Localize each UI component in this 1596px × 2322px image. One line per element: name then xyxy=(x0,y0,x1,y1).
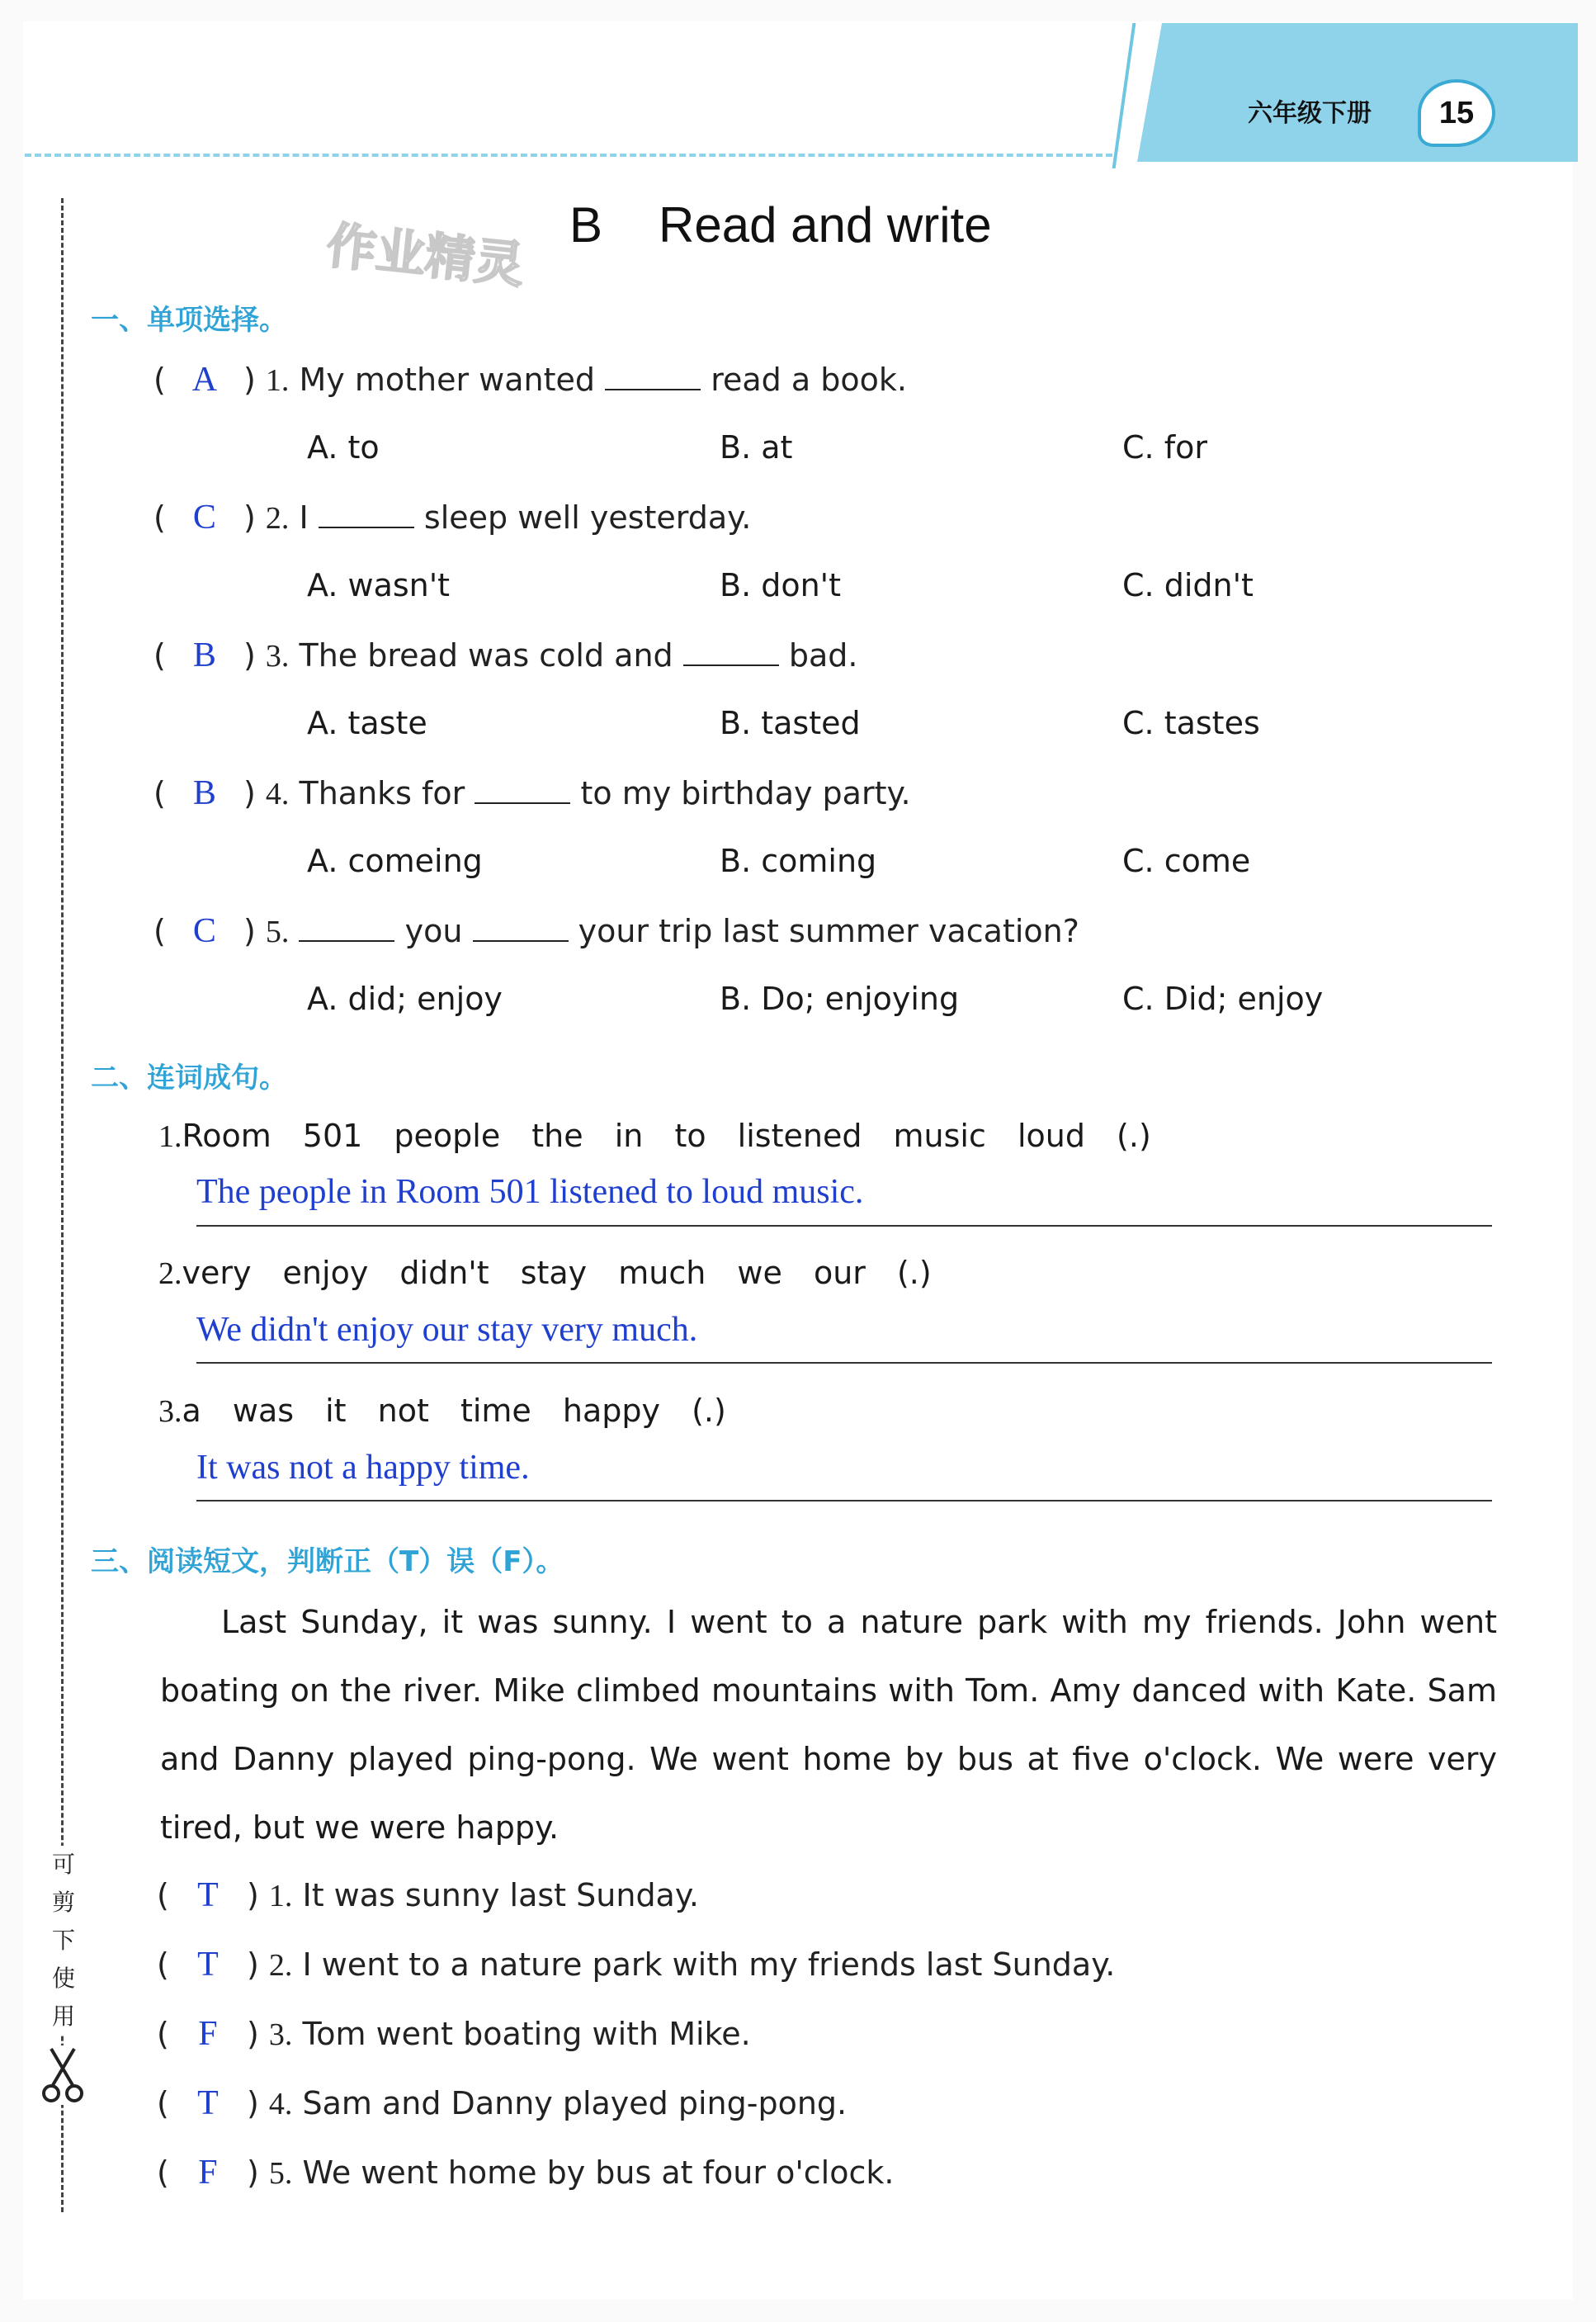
mc-option: A. taste xyxy=(307,705,427,741)
section-heading-word-order: 二、连词成句。 xyxy=(91,1062,287,1095)
mc-answer: B xyxy=(192,636,216,674)
answer-blank xyxy=(475,778,570,804)
page-number: 15 xyxy=(1438,95,1475,130)
scramble-prompt: 1.Room 501 people the in to listened music loud (.) xyxy=(158,1118,1151,1154)
mc-question: ( C ) 5. you your trip last summer vacation? xyxy=(153,912,1079,950)
mc-option: B. tasted xyxy=(720,705,861,741)
passage-text: Last Sunday, it was sunny. I went to a nature park with my friends. John went boating on the river. Mike climbed mountains with Tom. Amy danced with Kate. Sam and Danny played ping-pong. We went home by bus at five o'clock. We were very tired, but we were happy. xyxy=(160,1604,1497,1846)
answer-blank xyxy=(299,915,394,942)
tf-answer: T xyxy=(197,1946,219,1984)
answer-blank xyxy=(605,364,701,390)
mc-option: B. Do; enjoying xyxy=(720,981,960,1017)
mc-answer: C xyxy=(192,912,216,950)
mc-option: C. didn't xyxy=(1122,567,1254,603)
tf-answer: F xyxy=(198,2015,218,2053)
written-answer: The people in Room 501 listened to loud music. xyxy=(196,1173,864,1211)
mc-option: B. coming xyxy=(720,843,877,879)
scramble-prompt: 3.a was it not time happy (.) xyxy=(158,1393,726,1429)
tf-answer: T xyxy=(197,2084,219,2122)
cut-note: 可剪下使用 xyxy=(50,1846,78,2036)
mc-option: A. comeing xyxy=(307,843,483,879)
written-answer: We didn't enjoy our stay very much. xyxy=(196,1311,698,1349)
mc-option: A. wasn't xyxy=(307,567,451,603)
mc-option: A. did; enjoy xyxy=(307,981,503,1017)
answer-blank xyxy=(683,640,779,666)
page-title: Read and write xyxy=(659,197,992,253)
mc-option: C. tastes xyxy=(1122,705,1260,741)
mc-option: A. to xyxy=(307,429,380,466)
mc-question: ( B ) 4. Thanks for to my birthday party. xyxy=(153,774,911,812)
tf-question: ( T ) 2. I went to a nature park with my friends last Sunday. xyxy=(157,1946,1116,1984)
answer-line xyxy=(196,1500,1492,1501)
part-letter: B xyxy=(569,197,603,253)
tf-question: ( F ) 5. We went home by bus at four o'clock. xyxy=(157,2154,895,2192)
tf-answer: T xyxy=(197,1876,219,1914)
reading-passage xyxy=(160,1588,1497,1862)
tf-question: ( T ) 4. Sam and Danny played ping-pong. xyxy=(157,2084,848,2122)
section-heading-multiple-choice: 一、单项选择。 xyxy=(91,304,287,337)
scissors-icon xyxy=(41,2045,84,2105)
section-heading-reading: 三、阅读短文，判断正（T）误（F）。 xyxy=(91,1545,564,1578)
mc-option: C. for xyxy=(1122,429,1207,466)
answer-line xyxy=(196,1225,1492,1227)
tf-answer: F xyxy=(198,2154,218,2192)
mc-option: C. Did; enjoy xyxy=(1122,981,1324,1017)
mc-option: B. don't xyxy=(720,567,842,603)
header-dashed-rule xyxy=(25,154,1112,157)
mc-question: ( B ) 3. The bread was cold and bad. xyxy=(153,636,858,674)
mc-answer: A xyxy=(191,361,218,399)
answer-line xyxy=(196,1362,1492,1364)
written-answer: It was not a happy time. xyxy=(196,1449,530,1487)
tf-question: ( F ) 3. Tom went boating with Mike. xyxy=(157,2015,751,2053)
mc-answer: C xyxy=(192,499,216,537)
mc-option: B. at xyxy=(720,429,793,466)
grade-label: 六年级下册 xyxy=(1248,99,1372,128)
answer-blank xyxy=(473,915,569,942)
page-number-badge xyxy=(1418,79,1495,147)
mc-answer: B xyxy=(192,774,216,812)
answer-blank xyxy=(319,502,414,528)
mc-option: C. come xyxy=(1122,843,1251,879)
mc-question: ( A ) 1. My mother wanted read a book. xyxy=(153,361,907,399)
mc-question: ( C ) 2. I sleep well yesterday. xyxy=(153,499,752,537)
watermark-logo: 作业精灵 xyxy=(323,216,527,296)
tf-question: ( T ) 1. It was sunny last Sunday. xyxy=(157,1876,699,1914)
scramble-prompt: 2.very enjoy didn't stay much we our (.) xyxy=(158,1255,932,1291)
